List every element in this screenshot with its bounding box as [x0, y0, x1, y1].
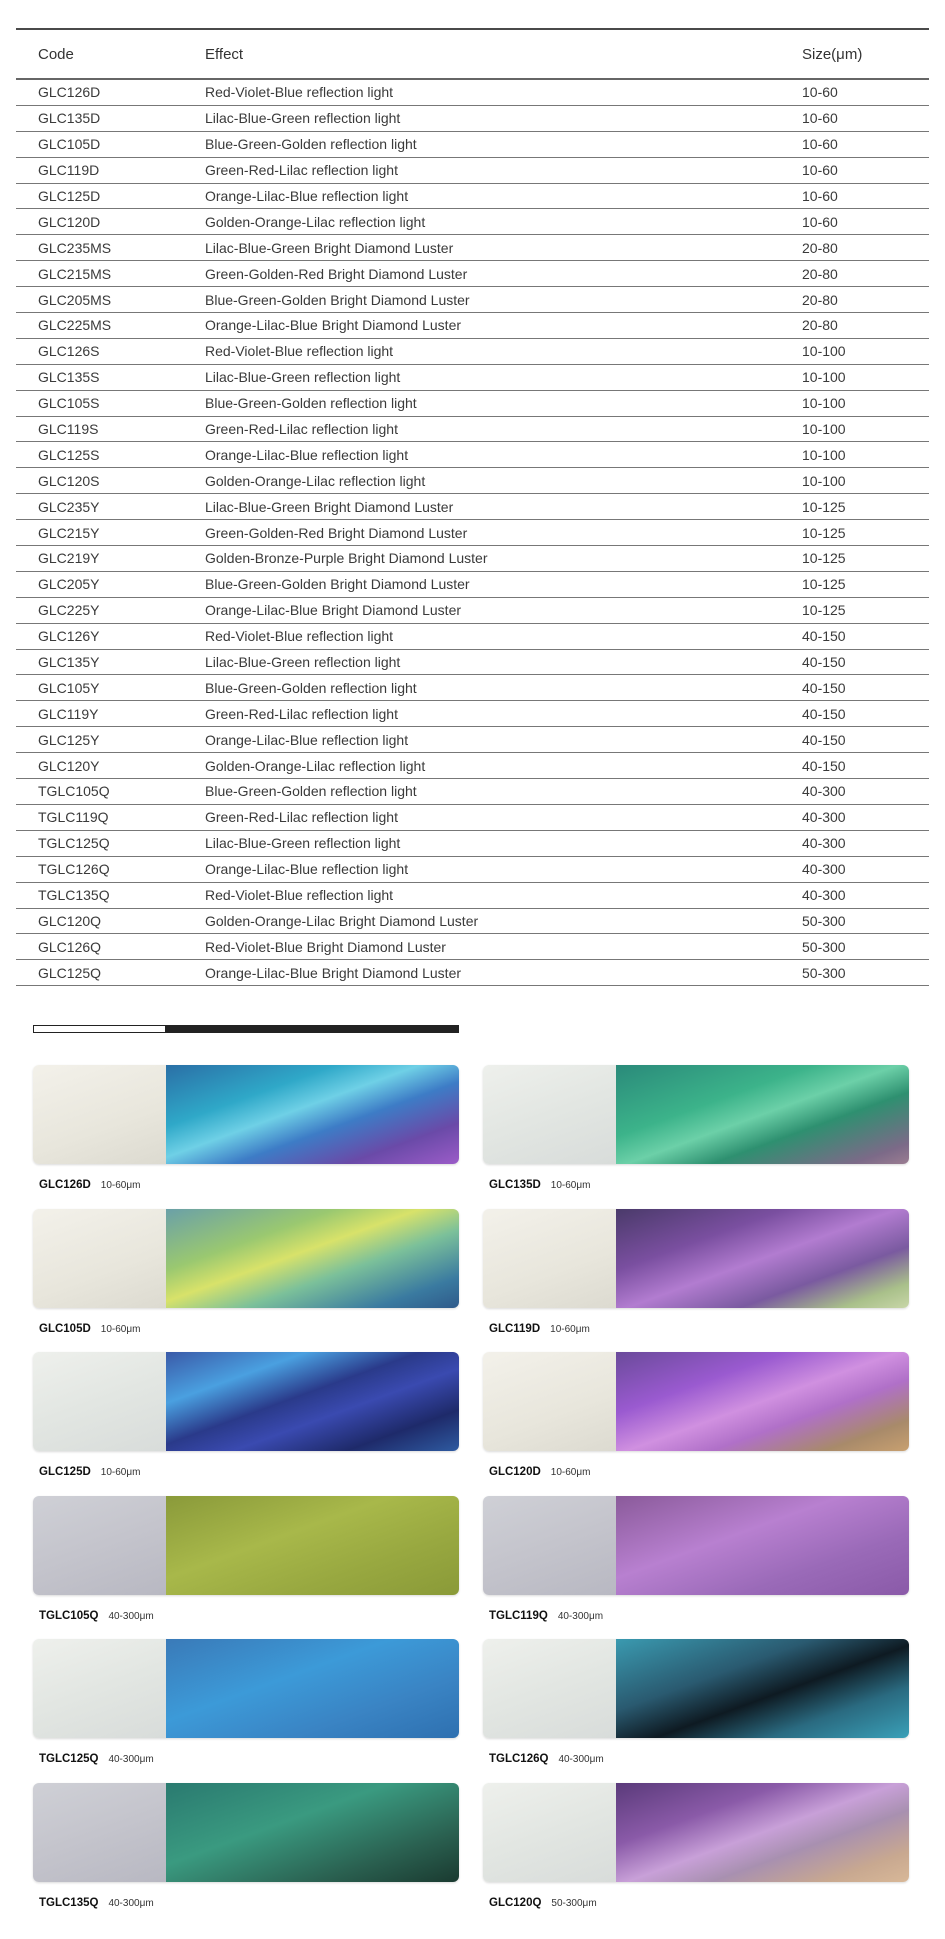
swatch-size-range: 40-300μm	[108, 1610, 154, 1622]
cell-size: 10-100	[802, 446, 846, 463]
cell-effect: Blue-Green-Golden reflection light	[205, 136, 417, 153]
swatch-size-range: 40-300μm	[557, 1610, 604, 1622]
cell-size: 10-125	[802, 602, 846, 619]
cell-code: GLC215MS	[38, 265, 112, 282]
scroll-indicator[interactable]	[33, 1025, 459, 1033]
cell-size: 40-150	[802, 679, 846, 696]
cell-effect: Green-Red-Lilac reflection light	[205, 705, 398, 722]
cell-size: 40-300	[802, 783, 846, 800]
cell-code: GLC135Y	[38, 654, 100, 671]
cell-effect: Orange-Lilac-Blue Bright Diamond Luster	[205, 602, 462, 619]
swatch-card	[483, 1783, 909, 1909]
spec-table	[16, 28, 929, 986]
swatch-size-range: 50-300μm	[551, 1897, 597, 1909]
header-code: Code	[38, 45, 74, 63]
cell-size: 10-100	[802, 395, 846, 412]
table-row	[16, 106, 929, 132]
cell-effect: Red-Violet-Blue reflection light	[205, 628, 394, 645]
cell-size: 20-80	[802, 291, 838, 308]
table-row	[16, 883, 929, 909]
table-row	[16, 675, 929, 701]
swatch-base-panel	[483, 1209, 616, 1308]
swatch-card	[33, 1496, 459, 1622]
swatch-card	[483, 1352, 909, 1478]
cell-size: 50-300	[802, 964, 846, 981]
swatch-size-range: 10-60μm	[100, 1180, 141, 1191]
cell-code: GLC219Y	[38, 550, 100, 567]
cell-effect: Green-Red-Lilac reflection light	[205, 809, 398, 826]
cell-effect: Lilac-Blue-Green reflection light	[205, 654, 401, 671]
cell-code: GLC120Q	[38, 912, 102, 929]
swatch-effect-panel	[166, 1639, 459, 1738]
cell-size: 20-80	[802, 265, 838, 282]
swatch-size-range: 40-300μm	[108, 1897, 154, 1909]
swatch-code: GLC105D	[39, 1322, 91, 1335]
cell-effect: Golden-Orange-Lilac reflection light	[205, 757, 426, 774]
swatch-base-panel	[33, 1639, 166, 1738]
swatch-card	[33, 1352, 459, 1478]
table-row	[16, 624, 929, 650]
table-row	[16, 727, 929, 753]
cell-code: GLC126S	[38, 343, 100, 360]
table-row	[16, 909, 929, 935]
table-row	[16, 184, 929, 210]
cell-code: GLC135D	[38, 110, 101, 127]
swatch-card	[483, 1496, 909, 1622]
cell-code: GLC119S	[38, 421, 99, 438]
swatch-caption	[489, 1893, 597, 1911]
table-row	[16, 339, 929, 365]
cell-effect: Red-Violet-Blue reflection light	[205, 343, 394, 360]
cell-code: GLC215Y	[38, 524, 100, 541]
cell-code: TGLC135Q	[38, 887, 110, 904]
swatch-effect-panel	[616, 1065, 909, 1164]
swatch-card	[33, 1783, 459, 1909]
swatch-code: TGLC105Q	[39, 1609, 99, 1622]
cell-code: TGLC119Q	[38, 809, 109, 826]
swatch-caption	[489, 1606, 603, 1624]
cell-size: 40-150	[802, 757, 846, 774]
swatch-effect-panel	[166, 1352, 459, 1451]
swatch-image	[483, 1496, 909, 1595]
swatch-size-range: 10-60μm	[100, 1467, 141, 1478]
swatch-card	[483, 1209, 909, 1335]
table-row	[16, 934, 929, 960]
cell-effect: Green-Golden-Red Bright Diamond Luster	[205, 265, 468, 282]
swatch-card	[483, 1065, 909, 1191]
cell-size: 20-80	[802, 239, 838, 256]
swatch-base-panel	[33, 1209, 166, 1308]
swatch-code: TGLC125Q	[39, 1753, 99, 1765]
cell-code: GLC125Y	[38, 731, 100, 748]
cell-effect: Lilac-Blue-Green reflection light	[205, 835, 401, 852]
cell-code: GLC126Q	[38, 938, 102, 955]
swatch-base-panel	[33, 1496, 166, 1595]
cell-effect: Golden-Orange-Lilac reflection light	[205, 472, 426, 489]
swatch-card	[33, 1209, 459, 1335]
table-body	[16, 80, 929, 986]
swatch-card	[483, 1639, 909, 1765]
swatch-effect-panel	[166, 1065, 459, 1164]
swatch-base-panel	[33, 1783, 166, 1882]
cell-code: GLC225Y	[38, 602, 100, 619]
cell-effect: Blue-Green-Golden reflection light	[205, 783, 417, 800]
cell-size: 10-100	[802, 343, 846, 360]
cell-effect: Red-Violet-Blue reflection light	[205, 887, 394, 904]
table-row	[16, 417, 929, 443]
cell-size: 40-300	[802, 861, 846, 878]
cell-code: TGLC125Q	[38, 835, 110, 852]
table-row	[16, 235, 929, 261]
swatch-size-range: 40-300μm	[108, 1754, 154, 1765]
cell-effect: Golden-Orange-Lilac Bright Diamond Luster	[205, 912, 479, 929]
swatch-image	[33, 1065, 459, 1164]
cell-size: 10-60	[802, 213, 838, 230]
scroll-indicator-fill	[34, 1026, 165, 1032]
table-row	[16, 468, 929, 494]
cell-effect: Lilac-Blue-Green reflection light	[205, 110, 401, 127]
cell-code: GLC125Q	[38, 964, 102, 981]
cell-size: 10-60	[802, 84, 838, 101]
table-row	[16, 391, 929, 417]
cell-size: 40-150	[802, 628, 846, 645]
swatch-code: GLC119D	[489, 1322, 541, 1335]
cell-size: 40-300	[802, 835, 846, 852]
cell-size: 10-100	[802, 369, 846, 386]
cell-size: 10-60	[802, 136, 838, 153]
table-row	[16, 598, 929, 624]
cell-code: GLC126Y	[38, 628, 100, 645]
swatch-size-range: 10-60μm	[550, 1467, 591, 1478]
swatch-code: GLC125D	[39, 1466, 91, 1478]
swatch-caption	[39, 1893, 154, 1911]
cell-effect: Green-Golden-Red Bright Diamond Luster	[205, 524, 468, 541]
swatch-image	[483, 1352, 909, 1451]
cell-code: GLC119Y	[38, 705, 99, 722]
cell-code: GLC205Y	[38, 576, 100, 593]
cell-code: GLC235MS	[38, 239, 112, 256]
cell-size: 10-60	[802, 188, 838, 204]
swatch-caption	[39, 1749, 154, 1767]
table-row	[16, 831, 929, 857]
table-row	[16, 960, 929, 986]
cell-effect: Orange-Lilac-Blue reflection light	[205, 446, 409, 463]
cell-size: 40-300	[802, 887, 846, 904]
swatch-effect-panel	[616, 1783, 909, 1882]
swatch-effect-panel	[616, 1209, 909, 1308]
cell-code: GLC205MS	[38, 291, 112, 308]
cell-effect: Lilac-Blue-Green Bright Diamond Luster	[205, 498, 454, 515]
table-row	[16, 287, 929, 313]
cell-effect: Golden-Orange-Lilac reflection light	[205, 213, 426, 230]
cell-size: 10-125	[802, 498, 846, 515]
cell-code: GLC105D	[38, 136, 101, 153]
cell-code: GLC225MS	[38, 317, 112, 334]
cell-code: GLC135S	[38, 369, 100, 386]
cell-effect: Orange-Lilac-Blue reflection light	[205, 731, 409, 748]
cell-size: 10-100	[802, 421, 846, 438]
cell-effect: Green-Red-Lilac reflection light	[205, 162, 398, 179]
swatch-image	[483, 1783, 909, 1882]
swatch-code: GLC126D	[39, 1179, 91, 1191]
swatch-image	[483, 1639, 909, 1738]
swatch-image	[33, 1352, 459, 1451]
swatch-base-panel	[483, 1065, 616, 1164]
table-row	[16, 494, 929, 520]
cell-code: GLC235Y	[38, 498, 100, 515]
cell-size: 10-125	[802, 550, 846, 567]
cell-code: GLC125S	[38, 446, 100, 463]
cell-effect: Lilac-Blue-Green reflection light	[205, 369, 401, 386]
table-row	[16, 805, 929, 831]
swatch-base-panel	[483, 1639, 616, 1738]
swatch-caption	[489, 1319, 590, 1337]
table-row	[16, 572, 929, 598]
table-row	[16, 520, 929, 546]
cell-effect: Orange-Lilac-Blue reflection light	[205, 861, 409, 878]
cell-code: TGLC105Q	[38, 783, 110, 800]
cell-size: 10-60	[802, 110, 838, 127]
swatch-effect-panel	[616, 1496, 909, 1595]
cell-code: GLC120Y	[38, 757, 100, 774]
table-row	[16, 261, 929, 287]
cell-effect: Blue-Green-Golden Bright Diamond Luster	[205, 291, 470, 308]
swatch-code: TGLC126Q	[489, 1753, 549, 1765]
header-size: Size(μm)	[802, 45, 863, 63]
cell-effect: Golden-Bronze-Purple Bright Diamond Luster	[205, 550, 488, 567]
cell-effect: Blue-Green-Golden reflection light	[205, 679, 417, 696]
cell-size: 40-300	[802, 809, 846, 826]
swatch-caption	[489, 1462, 590, 1480]
cell-effect: Orange-Lilac-Blue Bright Diamond Luster	[205, 964, 462, 981]
swatch-caption	[39, 1175, 140, 1193]
cell-code: GLC126D	[38, 84, 101, 101]
swatch-base-panel	[483, 1352, 616, 1451]
swatch-caption	[489, 1175, 590, 1193]
cell-effect: Orange-Lilac-Blue Bright Diamond Luster	[205, 317, 462, 334]
cell-size: 40-150	[802, 731, 846, 748]
cell-size: 10-100	[802, 472, 846, 489]
cell-effect: Green-Red-Lilac reflection light	[205, 421, 398, 438]
cell-effect: Blue-Green-Golden reflection light	[205, 395, 417, 412]
table-row	[16, 650, 929, 676]
cell-code: TGLC126Q	[38, 861, 110, 878]
cell-size: 10-125	[802, 524, 846, 541]
table-row	[16, 80, 929, 106]
swatch-code: GLC135D	[489, 1179, 541, 1191]
swatch-size-range: 40-300μm	[558, 1754, 604, 1765]
cell-size: 50-300	[802, 938, 846, 955]
cell-size: 20-80	[802, 317, 838, 334]
cell-effect: Red-Violet-Blue Bright Diamond Luster	[205, 938, 446, 955]
table-row	[16, 442, 929, 468]
swatch-effect-panel	[166, 1496, 459, 1595]
swatch-base-panel	[33, 1352, 166, 1451]
cell-code: GLC120S	[38, 472, 100, 489]
swatch-image	[483, 1065, 909, 1164]
swatch-size-range: 10-60μm	[100, 1323, 141, 1335]
swatch-base-panel	[483, 1496, 616, 1595]
cell-size: 10-60	[802, 162, 838, 179]
swatch-code: GLC120Q	[489, 1896, 542, 1909]
table-row	[16, 365, 929, 391]
swatch-effect-panel	[616, 1352, 909, 1451]
swatch-code: TGLC135Q	[39, 1896, 99, 1909]
swatch-caption	[39, 1319, 140, 1337]
table-row	[16, 132, 929, 158]
header-effect: Effect	[205, 45, 244, 63]
swatch-base-panel	[33, 1065, 166, 1164]
swatch-effect-panel	[616, 1639, 909, 1738]
swatch-image	[33, 1496, 459, 1595]
swatch-size-range: 10-60μm	[550, 1180, 591, 1191]
swatch-caption	[39, 1606, 154, 1624]
table-row	[16, 209, 929, 235]
swatch-image	[33, 1639, 459, 1738]
table-row	[16, 753, 929, 779]
swatch-card	[33, 1065, 459, 1191]
cell-effect: Blue-Green-Golden Bright Diamond Luster	[205, 576, 470, 593]
swatch-effect-panel	[166, 1783, 459, 1882]
cell-effect: Red-Violet-Blue reflection light	[205, 84, 394, 101]
cell-code: GLC119D	[38, 162, 100, 179]
swatch-caption	[489, 1749, 604, 1767]
swatch-caption	[39, 1462, 140, 1480]
table-row	[16, 857, 929, 883]
swatch-code: TGLC119Q	[489, 1609, 548, 1622]
cell-effect: Lilac-Blue-Green Bright Diamond Luster	[205, 239, 454, 256]
table-row	[16, 313, 929, 339]
swatch-card	[33, 1639, 459, 1765]
swatch-image	[33, 1209, 459, 1308]
cell-code: GLC105Y	[38, 679, 100, 696]
cell-effect: Orange-Lilac-Blue reflection light	[205, 188, 409, 204]
swatch-size-range: 10-60μm	[550, 1323, 590, 1335]
swatch-code: GLC120D	[489, 1466, 541, 1478]
table-row	[16, 701, 929, 727]
cell-code: GLC120D	[38, 213, 101, 230]
table-row	[16, 779, 929, 805]
swatch-image	[33, 1783, 459, 1882]
cell-size: 10-125	[802, 576, 846, 593]
table-row	[16, 158, 929, 184]
cell-code: GLC105S	[38, 395, 100, 412]
cell-size: 40-150	[802, 654, 846, 671]
swatch-base-panel	[483, 1783, 616, 1882]
swatch-effect-panel	[166, 1209, 459, 1308]
swatch-image	[483, 1209, 909, 1308]
cell-code: GLC125D	[38, 188, 101, 204]
table-header	[16, 30, 929, 80]
cell-size: 50-300	[802, 912, 846, 929]
cell-size: 40-150	[802, 705, 846, 722]
table-row	[16, 546, 929, 572]
